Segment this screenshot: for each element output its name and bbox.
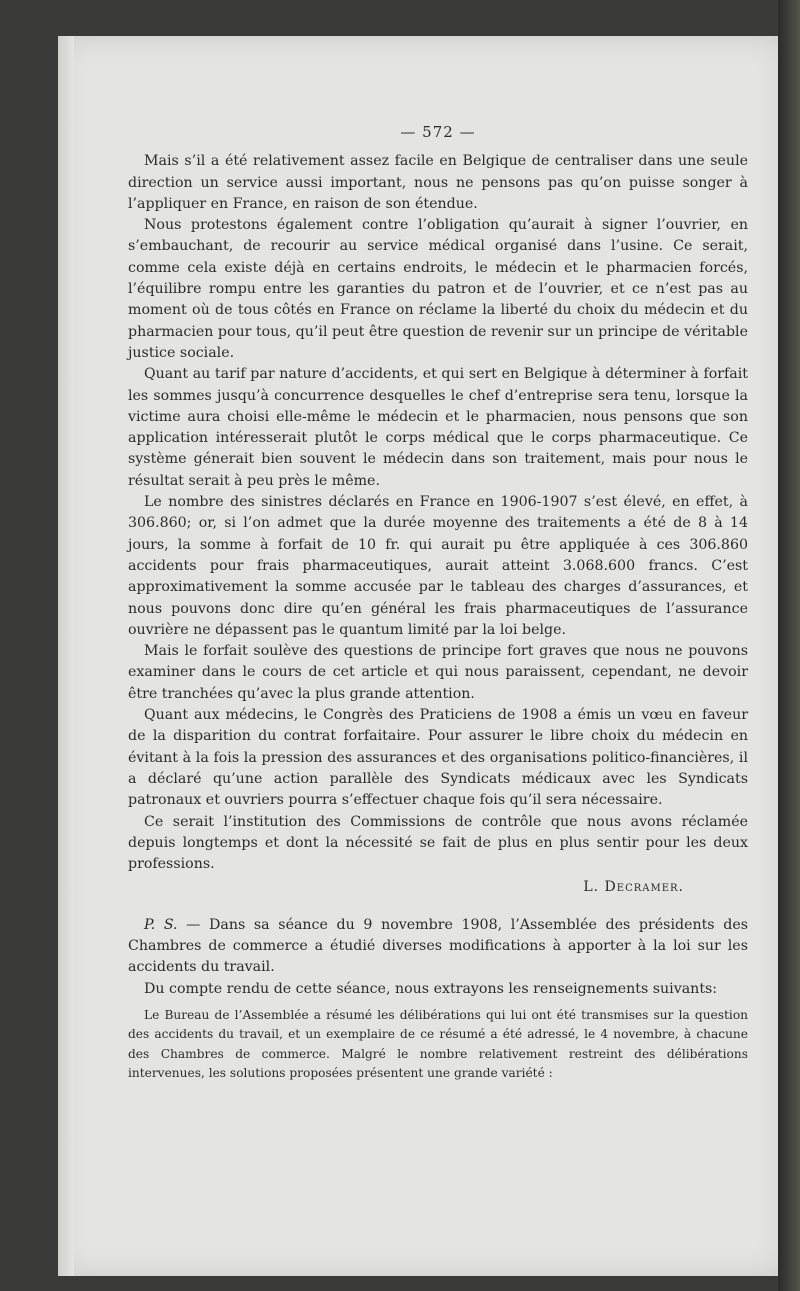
paragraph-1: Mais s’il a été relativement assez facile en Belgique de centraliser dans une seule direction un service aussi important, nous ne pensons pas qu’on puisse songer à l’appliquer en France, en raison de son étendue.	[128, 153, 748, 212]
document-body	[128, 122, 748, 1084]
paragraph-7: Ce serait l’institution des Commissions de contrôle que nous avons réclamée depuis longtemps et dont la nécessité se fait de plus en plus sentir pour les deux professions.	[128, 813, 748, 873]
paragraph-4: Le nombre des sinistres déclarés en France en 1906-1907 s’est élevé, en effet, à 306.860; or, si l’on admet que la durée moyenne des traitements a été de 8 à 14 jours, la somme à forfait de 10 fr. qui aurait pu être appliquée à ces 306.860 accidents pour frais pharmaceutiques, aurait atteint 3.068.600 francs. C’est approximativement la somme accusée par le tableau des charges d’assurances, et nous pouvons donc dire qu’en général les frais pharmaceutiques de l’assurance ouvrière ne dépassent pas le quantum limité par la loi belge.	[128, 494, 748, 638]
paragraph-3: Quant au tarif par nature d’accidents, et qui sert en Belgique à déterminer à forfait les sommes jusqu’à concurrence desquelles le chef d’entreprise sera tenu, lorsque la victime aura choisi elle-même le médecin et le pharmacien, nous pensons que son application intéresserait plutôt le corps médical que le corps pharmaceutique. Ce système génerait bien souvent le médecin dans son traitement, mais pour nous le résultat serait à peu près le même.	[128, 366, 748, 489]
postscript-paragraph-2: Du compte rendu de cette séance, nous extrayons les renseignements suivants:	[144, 980, 718, 997]
page-number: — 572 —	[400, 123, 476, 141]
paragraph-2: Nous protestons également contre l’obligation qu’aurait à signer l’ouvrier, en s’embauchant, de recourir au service médical organisé dans l’usine. Ce serait, comme cela existe déjà en certains endroits, le médecin et le pharmacien forcés, l’équilibre rompu entre les garanties du patron et de l’ouvrier, et ce n’est pas au moment où de tous côtés en France on réclame la liberté du choix du médecin et du pharmacien pour tous, qu’il peut être question de revenir sur un principe de véritable justice sociale.	[128, 217, 748, 361]
postscript-text: — Dans sa séance du 9 novembre 1908, l’Assemblée des présidents des Chambres de commerce a étudié diverses modifications à apporter à la loi sur les accidents du travail.	[128, 916, 748, 976]
postscript-paragraph	[128, 915, 748, 979]
paragraph-6: Quant aux médecins, le Congrès des Praticiens de 1908 a émis un vœu en faveur de la disparition du contrat forfaitaire. Pour assurer le libre choix du médecin en évitant à la fois la pression des assurances et des organisations politico-financières, il a déclaré qu’une action parallèle des Syndicats médicaux avec les Syndicats patronaux et ouvriers pourra s’effectuer chaque fois qu’il sera nécessaire.	[128, 707, 748, 809]
author-signature: L. Decramer.	[583, 879, 684, 896]
quoted-small-paragraph: Le Bureau de l’Assemblée a résumé les délibérations qui lui ont été transmises sur la question des accidents du travail, et un exemplaire de ce résumé a été adressé, le 4 novembre, à chacune des Chambres de commerce. Malgré le nombre relativement restreint des délibérations intervenues, les solutions proposées présentent une grande variété :	[128, 1007, 748, 1081]
page-edge-shadow	[778, 0, 800, 1291]
paragraph-5: Mais le forfait soulève des questions de principe fort graves que nous ne pouvons examiner dans le cours de cet article et qui nous paraissent, cependant, ne devoir être tranchées qu’avec la plus grande attention.	[128, 643, 748, 702]
postscript-label: P. S.	[144, 916, 178, 933]
